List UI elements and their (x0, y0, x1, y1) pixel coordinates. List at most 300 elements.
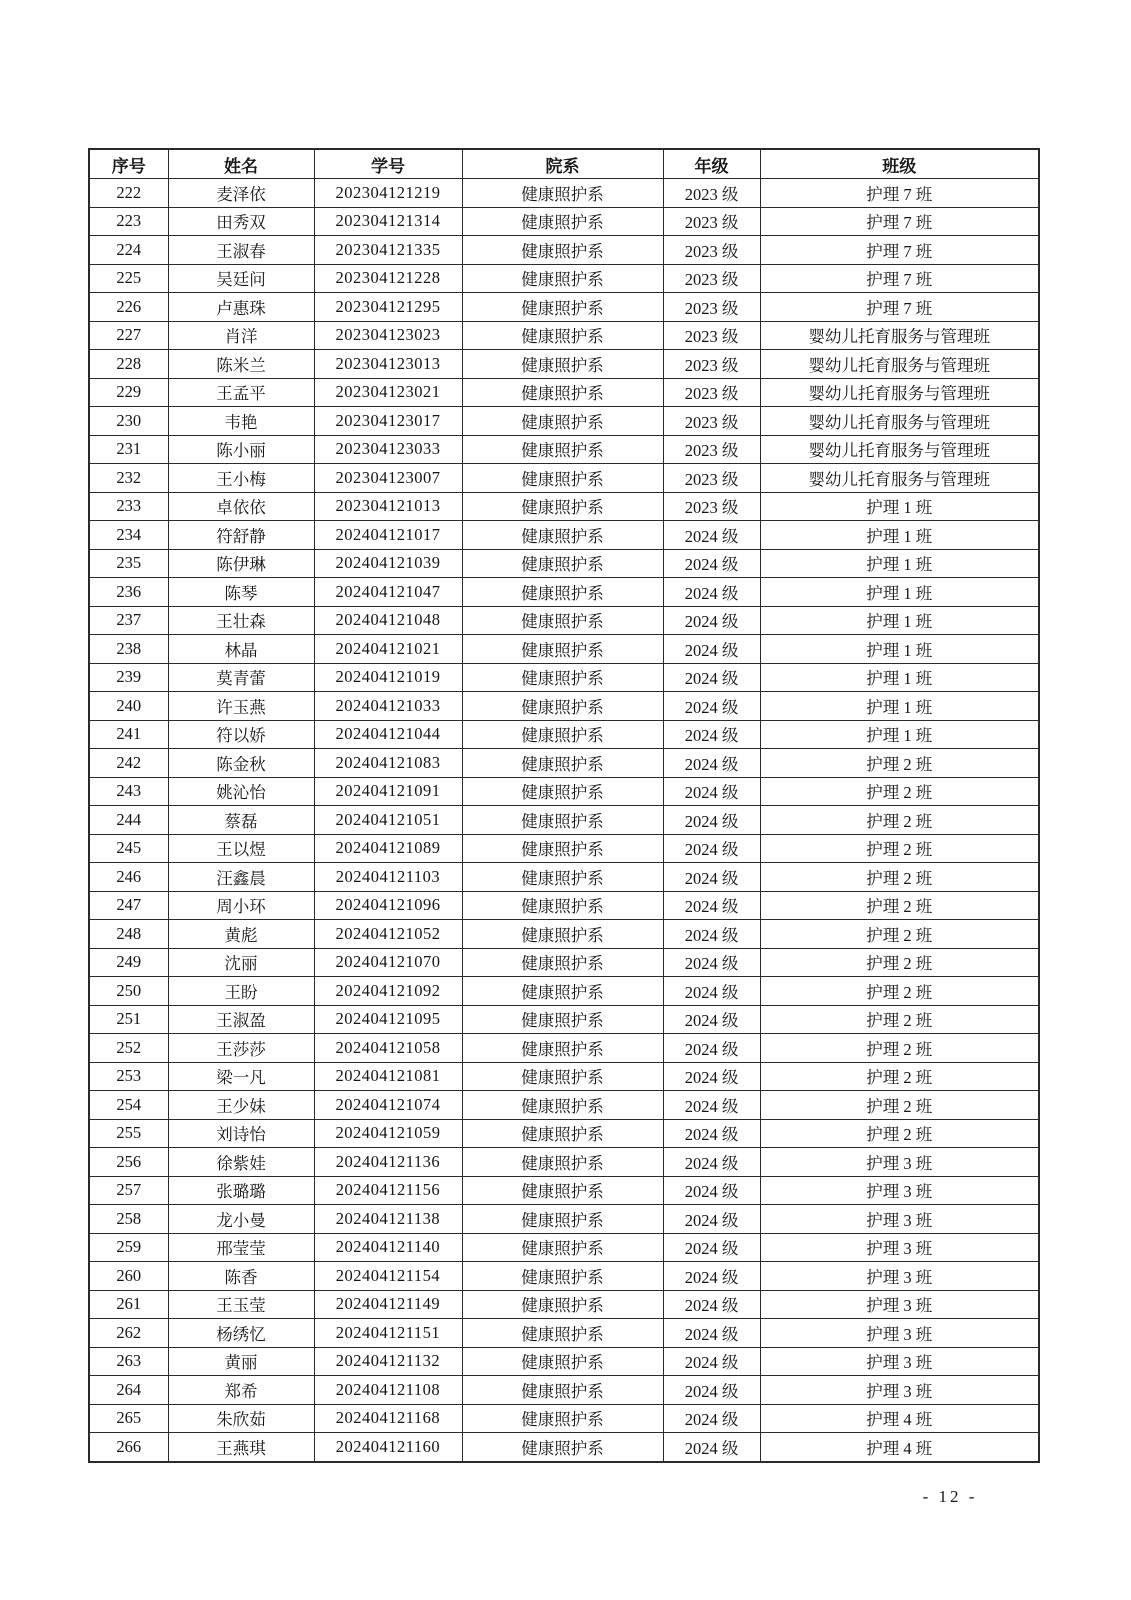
cell-department: 健康照护系 (462, 891, 663, 920)
cell-serial: 259 (89, 1233, 168, 1262)
cell-serial: 257 (89, 1176, 168, 1205)
cell-name: 陈米兰 (168, 350, 314, 379)
table-row (89, 777, 1039, 806)
cell-class: 护理 3 班 (760, 1176, 1039, 1205)
cell-grade: 2023 级 (663, 293, 760, 322)
cell-department: 健康照护系 (462, 1433, 663, 1462)
cell-department: 健康照护系 (462, 1262, 663, 1291)
table-row (89, 891, 1039, 920)
cell-class: 护理 7 班 (760, 293, 1039, 322)
cell-department: 健康照护系 (462, 549, 663, 578)
cell-serial: 237 (89, 606, 168, 635)
cell-department: 健康照护系 (462, 692, 663, 721)
cell-name: 王燕琪 (168, 1433, 314, 1462)
cell-class: 婴幼儿托育服务与管理班 (760, 407, 1039, 436)
table-row (89, 720, 1039, 749)
cell-sid: 202404121048 (314, 606, 462, 635)
cell-name: 莫青蕾 (168, 663, 314, 692)
table-row (89, 1176, 1039, 1205)
cell-department: 健康照护系 (462, 1404, 663, 1433)
cell-sid: 202404121039 (314, 549, 462, 578)
cell-class: 护理 7 班 (760, 207, 1039, 236)
cell-grade: 2024 级 (663, 1433, 760, 1462)
cell-grade: 2024 级 (663, 1148, 760, 1177)
header-class: 班级 (760, 149, 1039, 179)
cell-grade: 2024 级 (663, 891, 760, 920)
cell-class: 护理 3 班 (760, 1319, 1039, 1348)
cell-name: 沈丽 (168, 948, 314, 977)
cell-serial: 243 (89, 777, 168, 806)
cell-sid: 202304123033 (314, 435, 462, 464)
header-name: 姓名 (168, 149, 314, 179)
cell-serial: 249 (89, 948, 168, 977)
cell-sid: 202404121033 (314, 692, 462, 721)
header-grade: 年级 (663, 149, 760, 179)
table-row (89, 863, 1039, 892)
cell-grade: 2024 级 (663, 1319, 760, 1348)
cell-department: 健康照护系 (462, 635, 663, 664)
cell-grade: 2024 级 (663, 720, 760, 749)
table-row (89, 749, 1039, 778)
cell-grade: 2024 级 (663, 1062, 760, 1091)
table-row (89, 293, 1039, 322)
cell-grade: 2024 级 (663, 578, 760, 607)
cell-name: 陈金秋 (168, 749, 314, 778)
cell-class: 护理 3 班 (760, 1290, 1039, 1319)
cell-grade: 2023 级 (663, 435, 760, 464)
cell-department: 健康照护系 (462, 1176, 663, 1205)
table-header-row (89, 149, 1039, 179)
cell-name: 王少妹 (168, 1091, 314, 1120)
cell-name: 朱欣茹 (168, 1404, 314, 1433)
cell-class: 护理 1 班 (760, 578, 1039, 607)
cell-name: 龙小曼 (168, 1205, 314, 1234)
cell-serial: 261 (89, 1290, 168, 1319)
table-row (89, 378, 1039, 407)
cell-serial: 244 (89, 806, 168, 835)
table-row (89, 1290, 1039, 1319)
cell-serial: 227 (89, 321, 168, 350)
table-row (89, 948, 1039, 977)
cell-name: 陈小丽 (168, 435, 314, 464)
cell-sid: 202404121047 (314, 578, 462, 607)
table-row (89, 1119, 1039, 1148)
cell-department: 健康照护系 (462, 1148, 663, 1177)
cell-class: 护理 1 班 (760, 635, 1039, 664)
table-row (89, 977, 1039, 1006)
cell-name: 王淑盈 (168, 1005, 314, 1034)
cell-department: 健康照护系 (462, 777, 663, 806)
cell-department: 健康照护系 (462, 321, 663, 350)
table-row (89, 1091, 1039, 1120)
cell-department: 健康照护系 (462, 293, 663, 322)
cell-grade: 2023 级 (663, 236, 760, 265)
cell-serial: 232 (89, 464, 168, 493)
cell-serial: 233 (89, 492, 168, 521)
cell-name: 周小环 (168, 891, 314, 920)
cell-name: 梁一凡 (168, 1062, 314, 1091)
table-row (89, 920, 1039, 949)
table-row (89, 350, 1039, 379)
cell-grade: 2023 级 (663, 179, 760, 208)
table-row (89, 1262, 1039, 1291)
cell-serial: 222 (89, 179, 168, 208)
cell-department: 健康照护系 (462, 1233, 663, 1262)
table-row (89, 578, 1039, 607)
cell-grade: 2024 级 (663, 834, 760, 863)
cell-name: 黄丽 (168, 1347, 314, 1376)
cell-department: 健康照护系 (462, 1290, 663, 1319)
cell-class: 护理 2 班 (760, 1034, 1039, 1063)
cell-sid: 202404121132 (314, 1347, 462, 1376)
table-body (89, 179, 1039, 1462)
cell-grade: 2024 级 (663, 1347, 760, 1376)
cell-grade: 2024 级 (663, 749, 760, 778)
cell-department: 健康照护系 (462, 977, 663, 1006)
cell-sid: 202404121021 (314, 635, 462, 664)
cell-department: 健康照护系 (462, 806, 663, 835)
cell-grade: 2024 级 (663, 863, 760, 892)
cell-sid: 202404121019 (314, 663, 462, 692)
cell-sid: 202404121154 (314, 1262, 462, 1291)
cell-sid: 202404121138 (314, 1205, 462, 1234)
cell-grade: 2024 级 (663, 1262, 760, 1291)
cell-class: 护理 2 班 (760, 863, 1039, 892)
cell-serial: 248 (89, 920, 168, 949)
cell-serial: 242 (89, 749, 168, 778)
cell-sid: 202404121081 (314, 1062, 462, 1091)
cell-name: 张璐璐 (168, 1176, 314, 1205)
cell-grade: 2024 级 (663, 777, 760, 806)
cell-serial: 253 (89, 1062, 168, 1091)
cell-sid: 202404121051 (314, 806, 462, 835)
cell-grade: 2024 级 (663, 1005, 760, 1034)
cell-sid: 202404121089 (314, 834, 462, 863)
cell-class: 护理 1 班 (760, 549, 1039, 578)
cell-name: 王孟平 (168, 378, 314, 407)
cell-grade: 2024 级 (663, 521, 760, 550)
cell-sid: 202304123017 (314, 407, 462, 436)
cell-serial: 245 (89, 834, 168, 863)
table-row (89, 1433, 1039, 1462)
cell-department: 健康照护系 (462, 464, 663, 493)
cell-grade: 2024 级 (663, 635, 760, 664)
cell-serial: 246 (89, 863, 168, 892)
cell-name: 杨绣忆 (168, 1319, 314, 1348)
cell-department: 健康照护系 (462, 521, 663, 550)
cell-sid: 202304121013 (314, 492, 462, 521)
table-row (89, 1005, 1039, 1034)
cell-grade: 2023 级 (663, 407, 760, 436)
cell-class: 护理 1 班 (760, 492, 1039, 521)
cell-name: 蔡磊 (168, 806, 314, 835)
cell-department: 健康照护系 (462, 720, 663, 749)
cell-class: 护理 2 班 (760, 806, 1039, 835)
table-row (89, 549, 1039, 578)
cell-department: 健康照护系 (462, 1347, 663, 1376)
cell-grade: 2023 级 (663, 264, 760, 293)
cell-name: 汪鑫晨 (168, 863, 314, 892)
table-row (89, 663, 1039, 692)
cell-department: 健康照护系 (462, 663, 663, 692)
cell-name: 王小梅 (168, 464, 314, 493)
cell-name: 王盼 (168, 977, 314, 1006)
cell-department: 健康照护系 (462, 435, 663, 464)
cell-class: 护理 4 班 (760, 1433, 1039, 1462)
cell-sid: 202404121017 (314, 521, 462, 550)
cell-grade: 2024 级 (663, 920, 760, 949)
cell-serial: 251 (89, 1005, 168, 1034)
cell-class: 护理 1 班 (760, 606, 1039, 635)
cell-sid: 202304121314 (314, 207, 462, 236)
cell-sid: 202404121070 (314, 948, 462, 977)
table-row (89, 1148, 1039, 1177)
cell-serial: 230 (89, 407, 168, 436)
cell-class: 婴幼儿托育服务与管理班 (760, 378, 1039, 407)
cell-sid: 202304121228 (314, 264, 462, 293)
cell-class: 护理 2 班 (760, 1062, 1039, 1091)
table-row (89, 236, 1039, 265)
table-row (89, 1347, 1039, 1376)
cell-grade: 2024 级 (663, 1376, 760, 1405)
cell-sid: 202404121091 (314, 777, 462, 806)
cell-department: 健康照护系 (462, 948, 663, 977)
cell-name: 刘诗怡 (168, 1119, 314, 1148)
table-row (89, 264, 1039, 293)
cell-serial: 236 (89, 578, 168, 607)
cell-name: 徐紫娃 (168, 1148, 314, 1177)
cell-sid: 202404121168 (314, 1404, 462, 1433)
cell-grade: 2024 级 (663, 806, 760, 835)
cell-class: 护理 2 班 (760, 1005, 1039, 1034)
cell-grade: 2024 级 (663, 1205, 760, 1234)
cell-grade: 2024 级 (663, 1034, 760, 1063)
table-row (89, 834, 1039, 863)
table-row (89, 1376, 1039, 1405)
cell-sid: 202404121058 (314, 1034, 462, 1063)
cell-grade: 2024 级 (663, 606, 760, 635)
cell-class: 护理 1 班 (760, 663, 1039, 692)
cell-serial: 225 (89, 264, 168, 293)
cell-class: 婴幼儿托育服务与管理班 (760, 435, 1039, 464)
cell-department: 健康照护系 (462, 1376, 663, 1405)
header-serial: 序号 (89, 149, 168, 179)
cell-sid: 202404121160 (314, 1433, 462, 1462)
cell-sid: 202304123013 (314, 350, 462, 379)
cell-department: 健康照护系 (462, 407, 663, 436)
table-row (89, 1233, 1039, 1262)
cell-class: 护理 4 班 (760, 1404, 1039, 1433)
cell-serial: 264 (89, 1376, 168, 1405)
table-row (89, 464, 1039, 493)
cell-sid: 202304121219 (314, 179, 462, 208)
table-row (89, 407, 1039, 436)
cell-name: 陈琴 (168, 578, 314, 607)
cell-name: 卢惠珠 (168, 293, 314, 322)
cell-class: 护理 2 班 (760, 749, 1039, 778)
cell-serial: 229 (89, 378, 168, 407)
cell-department: 健康照护系 (462, 749, 663, 778)
table-row (89, 1205, 1039, 1234)
cell-department: 健康照护系 (462, 1005, 663, 1034)
cell-name: 韦艳 (168, 407, 314, 436)
cell-class: 护理 2 班 (760, 891, 1039, 920)
cell-department: 健康照护系 (462, 863, 663, 892)
cell-class: 护理 3 班 (760, 1376, 1039, 1405)
cell-class: 护理 1 班 (760, 692, 1039, 721)
cell-serial: 231 (89, 435, 168, 464)
cell-department: 健康照护系 (462, 492, 663, 521)
cell-class: 护理 1 班 (760, 521, 1039, 550)
cell-name: 麦泽依 (168, 179, 314, 208)
cell-name: 郑希 (168, 1376, 314, 1405)
cell-sid: 202404121151 (314, 1319, 462, 1348)
cell-sid: 202404121108 (314, 1376, 462, 1405)
cell-serial: 224 (89, 236, 168, 265)
cell-serial: 258 (89, 1205, 168, 1234)
table-row (89, 806, 1039, 835)
cell-grade: 2023 级 (663, 378, 760, 407)
cell-class: 护理 3 班 (760, 1233, 1039, 1262)
cell-name: 许玉燕 (168, 692, 314, 721)
table-row (89, 1404, 1039, 1433)
cell-grade: 2023 级 (663, 207, 760, 236)
cell-class: 护理 7 班 (760, 236, 1039, 265)
cell-serial: 228 (89, 350, 168, 379)
cell-grade: 2024 级 (663, 1290, 760, 1319)
table-row (89, 635, 1039, 664)
cell-class: 护理 2 班 (760, 1119, 1039, 1148)
cell-department: 健康照护系 (462, 264, 663, 293)
cell-name: 邢莹莹 (168, 1233, 314, 1262)
cell-department: 健康照护系 (462, 1319, 663, 1348)
table-row (89, 521, 1039, 550)
cell-serial: 266 (89, 1433, 168, 1462)
cell-grade: 2023 级 (663, 464, 760, 493)
cell-class: 护理 2 班 (760, 977, 1039, 1006)
table-row (89, 692, 1039, 721)
cell-name: 王莎莎 (168, 1034, 314, 1063)
cell-name: 王壮森 (168, 606, 314, 635)
cell-name: 陈香 (168, 1262, 314, 1291)
cell-grade: 2024 级 (663, 663, 760, 692)
cell-department: 健康照护系 (462, 1091, 663, 1120)
cell-sid: 202404121074 (314, 1091, 462, 1120)
cell-grade: 2024 级 (663, 1233, 760, 1262)
cell-sid: 202404121140 (314, 1233, 462, 1262)
cell-department: 健康照护系 (462, 236, 663, 265)
cell-serial: 223 (89, 207, 168, 236)
cell-name: 林晶 (168, 635, 314, 664)
cell-class: 婴幼儿托育服务与管理班 (760, 350, 1039, 379)
cell-class: 护理 7 班 (760, 264, 1039, 293)
cell-department: 健康照护系 (462, 578, 663, 607)
cell-name: 黄彪 (168, 920, 314, 949)
cell-sid: 202304123021 (314, 378, 462, 407)
cell-class: 护理 2 班 (760, 777, 1039, 806)
cell-serial: 260 (89, 1262, 168, 1291)
table-row (89, 1034, 1039, 1063)
cell-serial: 234 (89, 521, 168, 550)
cell-name: 王玉莹 (168, 1290, 314, 1319)
cell-grade: 2024 级 (663, 1404, 760, 1433)
cell-grade: 2024 级 (663, 1091, 760, 1120)
cell-sid: 202404121052 (314, 920, 462, 949)
cell-name: 肖洋 (168, 321, 314, 350)
cell-serial: 226 (89, 293, 168, 322)
cell-serial: 262 (89, 1319, 168, 1348)
cell-serial: 240 (89, 692, 168, 721)
cell-department: 健康照护系 (462, 834, 663, 863)
cell-sid: 202404121083 (314, 749, 462, 778)
cell-grade: 2024 级 (663, 948, 760, 977)
table-row (89, 435, 1039, 464)
cell-serial: 250 (89, 977, 168, 1006)
cell-sid: 202404121059 (314, 1119, 462, 1148)
cell-sid: 202304121295 (314, 293, 462, 322)
cell-sid: 202404121096 (314, 891, 462, 920)
table-row (89, 492, 1039, 521)
cell-serial: 256 (89, 1148, 168, 1177)
cell-sid: 202304123023 (314, 321, 462, 350)
cell-class: 护理 1 班 (760, 720, 1039, 749)
cell-class: 护理 3 班 (760, 1347, 1039, 1376)
cell-department: 健康照护系 (462, 179, 663, 208)
cell-serial: 255 (89, 1119, 168, 1148)
cell-sid: 202404121136 (314, 1148, 462, 1177)
cell-serial: 247 (89, 891, 168, 920)
cell-department: 健康照护系 (462, 350, 663, 379)
table-row (89, 179, 1039, 208)
table-row (89, 207, 1039, 236)
cell-name: 卓依依 (168, 492, 314, 521)
cell-grade: 2024 级 (663, 1176, 760, 1205)
table-row (89, 1062, 1039, 1091)
table-row (89, 1319, 1039, 1348)
cell-name: 符舒静 (168, 521, 314, 550)
cell-sid: 202404121103 (314, 863, 462, 892)
cell-class: 护理 2 班 (760, 1091, 1039, 1120)
cell-name: 陈伊琳 (168, 549, 314, 578)
cell-serial: 265 (89, 1404, 168, 1433)
cell-class: 护理 3 班 (760, 1205, 1039, 1234)
cell-serial: 263 (89, 1347, 168, 1376)
header-department: 院系 (462, 149, 663, 179)
cell-serial: 239 (89, 663, 168, 692)
student-roster-table (88, 148, 1040, 1463)
cell-sid: 202404121092 (314, 977, 462, 1006)
cell-serial: 235 (89, 549, 168, 578)
cell-grade: 2023 级 (663, 350, 760, 379)
cell-department: 健康照护系 (462, 1119, 663, 1148)
cell-class: 护理 2 班 (760, 948, 1039, 977)
cell-grade: 2024 级 (663, 977, 760, 1006)
cell-department: 健康照护系 (462, 606, 663, 635)
cell-department: 健康照护系 (462, 207, 663, 236)
table-row (89, 606, 1039, 635)
cell-sid: 202304123007 (314, 464, 462, 493)
cell-grade: 2023 级 (663, 492, 760, 521)
header-student-id: 学号 (314, 149, 462, 179)
cell-class: 护理 3 班 (760, 1262, 1039, 1291)
cell-name: 田秀双 (168, 207, 314, 236)
cell-name: 王淑春 (168, 236, 314, 265)
cell-serial: 254 (89, 1091, 168, 1120)
cell-department: 健康照护系 (462, 1034, 663, 1063)
cell-grade: 2024 级 (663, 549, 760, 578)
table-row (89, 321, 1039, 350)
cell-class: 护理 2 班 (760, 834, 1039, 863)
